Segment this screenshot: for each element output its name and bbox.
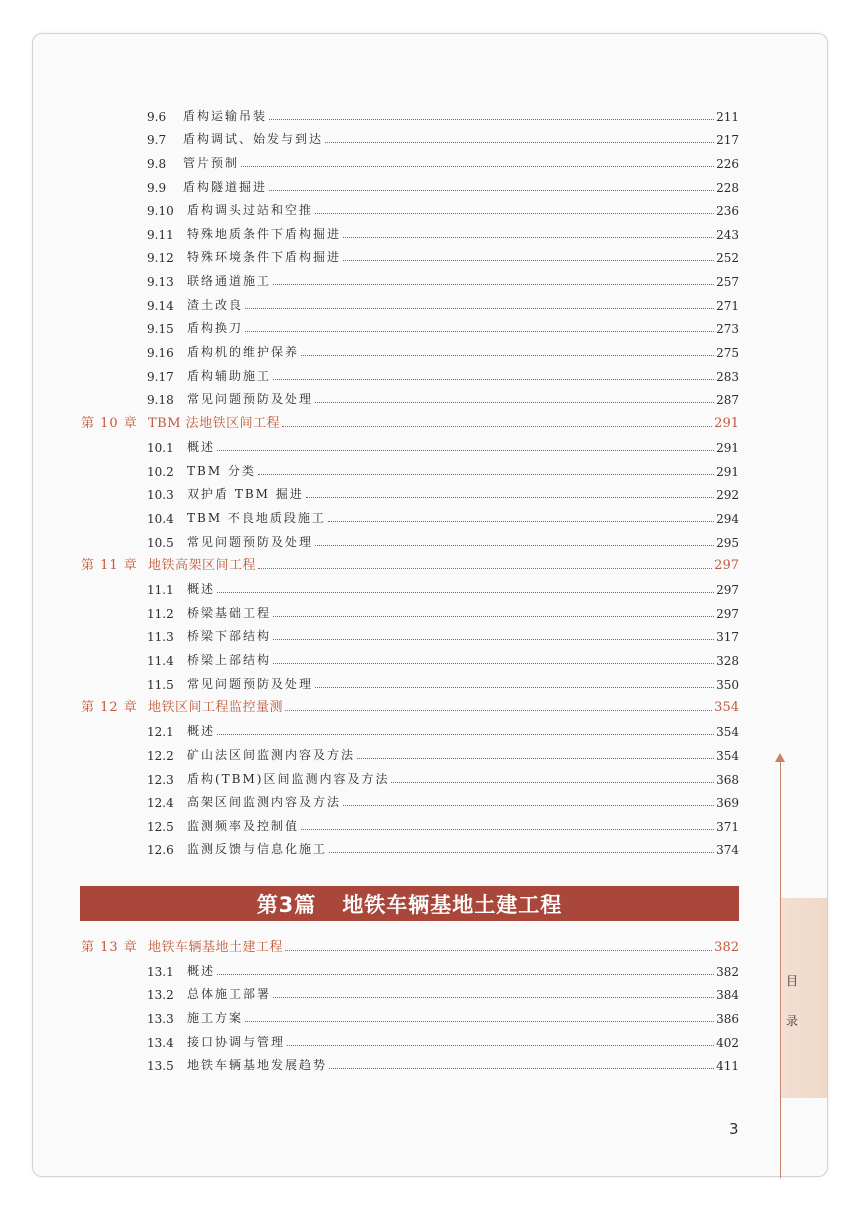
toc-entry-9-15[interactable]	[147, 314, 739, 336]
dot-leader	[329, 1067, 714, 1069]
section-title: 监测频率及控制值	[187, 819, 300, 833]
section-number: 13.5	[147, 1059, 174, 1073]
section-number: 12.2	[147, 749, 174, 763]
part-number: 第3篇	[256, 892, 317, 917]
page-number: 384	[716, 988, 739, 1002]
section-title: 常见问题预防及处理	[187, 535, 314, 549]
side-tab-char-2: 录	[785, 1014, 798, 1028]
toc-entry-9-12[interactable]	[147, 243, 739, 265]
page-number: 236	[716, 204, 739, 218]
chapter-number: 第 11 章	[81, 558, 138, 573]
section-title: 地铁车辆基地发展趋势	[187, 1058, 328, 1072]
contents-side-tab	[781, 898, 827, 1098]
dot-leader	[245, 330, 714, 332]
section-title: 联络通道施工	[187, 274, 272, 288]
section-number: 13.4	[147, 1036, 174, 1050]
section-title: 盾构机的维护保养	[187, 345, 300, 359]
toc-entry-10-1[interactable]	[147, 433, 739, 455]
section-title: 接口协调与管理	[187, 1035, 286, 1049]
toc-entry-13-3[interactable]	[147, 1004, 739, 1026]
section-number: 9.9	[147, 181, 167, 195]
toc-entry-9-7[interactable]	[147, 125, 739, 147]
dot-leader	[329, 851, 714, 853]
section-number: 9.17	[147, 370, 174, 384]
section-number: 10.4	[147, 512, 174, 526]
toc-entry-11-4[interactable]	[147, 646, 739, 668]
table-of-contents	[33, 34, 827, 1176]
section-number: 12.3	[147, 773, 174, 787]
section-title: 概述	[187, 582, 216, 596]
dot-leader	[285, 709, 712, 711]
dot-leader	[325, 141, 714, 143]
toc-entry-9-11[interactable]	[147, 220, 739, 242]
section-number: 9.11	[147, 228, 174, 242]
dot-leader	[315, 212, 714, 214]
toc-entry-9-13[interactable]	[147, 267, 739, 289]
dot-leader	[282, 425, 712, 427]
section-number: 11.5	[147, 678, 174, 692]
toc-entry-10-3[interactable]	[147, 480, 739, 502]
section-title: 管片预制	[183, 156, 240, 170]
page-number: 350	[716, 678, 739, 692]
dot-leader	[301, 354, 714, 356]
section-title: 桥梁下部结构	[187, 629, 272, 643]
dot-leader	[328, 520, 714, 522]
page-number: 243	[716, 228, 739, 242]
section-number: 9.13	[147, 275, 174, 289]
chapter-title: 地铁高架区间工程	[148, 558, 257, 573]
section-title: 施工方案	[187, 1011, 244, 1025]
dot-leader	[269, 189, 714, 191]
section-number: 13.2	[147, 988, 174, 1002]
page-number: 228	[716, 181, 739, 195]
dot-leader	[258, 473, 714, 475]
chapter-number: 第 12 章	[81, 700, 138, 715]
section-number: 12.5	[147, 820, 174, 834]
dot-leader	[245, 1020, 714, 1022]
section-title: 概述	[187, 440, 216, 454]
toc-entry-10-4[interactable]	[147, 504, 739, 526]
toc-entry-9-17[interactable]	[147, 362, 739, 384]
page-number: 374	[716, 843, 739, 857]
section-title: TBM 不良地质段施工	[187, 511, 326, 525]
toc-entry-12-3[interactable]	[147, 765, 739, 787]
page-number: 252	[716, 251, 739, 265]
section-number: 11.3	[147, 630, 174, 644]
toc-entry-9-10[interactable]	[147, 196, 739, 218]
dot-leader	[258, 567, 712, 569]
section-number: 11.1	[147, 583, 174, 597]
toc-entry-12-4[interactable]	[147, 788, 739, 810]
toc-entry-10-2[interactable]	[147, 457, 739, 479]
page-number: 386	[716, 1012, 739, 1026]
page-number: 211	[716, 110, 739, 124]
page-number: 297	[716, 583, 739, 597]
dot-leader	[273, 638, 714, 640]
page-number: 275	[716, 346, 739, 360]
section-title: 双护盾 TBM 掘进	[187, 487, 304, 501]
page-number: 297	[716, 607, 739, 621]
page-number: 283	[716, 370, 739, 384]
toc-entry-13-1[interactable]	[147, 957, 739, 979]
toc-chapter-11[interactable]	[81, 551, 739, 573]
section-title: 总体施工部署	[187, 987, 272, 1001]
section-number: 12.1	[147, 725, 174, 739]
section-title: 高架区间监测内容及方法	[187, 795, 342, 809]
dot-leader	[343, 259, 714, 261]
chapter-title: TBM 法地铁区间工程	[148, 416, 281, 431]
toc-entry-11-3[interactable]	[147, 622, 739, 644]
page-number: 292	[716, 488, 739, 502]
toc-entry-11-1[interactable]	[147, 575, 739, 597]
chapter-number: 第 10 章	[81, 416, 138, 431]
toc-entry-9-9[interactable]	[147, 173, 739, 195]
page-number: 271	[716, 299, 739, 313]
toc-entry-11-5[interactable]	[147, 670, 739, 692]
page-number: 382	[716, 965, 739, 979]
dot-leader	[315, 401, 714, 403]
toc-entry-13-5[interactable]	[147, 1051, 739, 1073]
dot-leader	[391, 781, 714, 783]
section-number: 12.4	[147, 796, 174, 810]
section-title: 常见问题预防及处理	[187, 677, 314, 691]
toc-entry-10-5[interactable]	[147, 528, 739, 550]
dot-leader	[269, 118, 714, 120]
page-number: 368	[716, 773, 739, 787]
book-page	[32, 33, 828, 1177]
page-number: 402	[716, 1036, 739, 1050]
section-title: 特殊地质条件下盾构掘进	[187, 227, 342, 241]
section-number: 9.8	[147, 157, 167, 171]
page-number: 369	[716, 796, 739, 810]
page-number: 291	[714, 416, 739, 431]
page-number: 354	[716, 725, 739, 739]
dot-leader	[217, 733, 714, 735]
part-3-banner	[80, 886, 739, 921]
dot-leader	[273, 378, 714, 380]
section-number: 9.15	[147, 322, 174, 336]
section-title: 盾构调头过站和空推	[187, 203, 314, 217]
section-title: 盾构辅助施工	[187, 369, 272, 383]
page-number: 295	[716, 536, 739, 550]
section-number: 9.7	[147, 133, 167, 147]
toc-entry-12-1[interactable]	[147, 717, 739, 739]
page-number: 287	[716, 393, 739, 407]
dot-leader	[217, 449, 714, 451]
page-number: 257	[716, 275, 739, 289]
page-number: 217	[716, 133, 739, 147]
section-title: 盾构运输吊装	[183, 109, 268, 123]
dot-leader	[273, 283, 714, 285]
page-number: 291	[716, 465, 739, 479]
arrow-up-icon	[775, 753, 785, 762]
dot-leader	[287, 1044, 714, 1046]
chapter-number: 第 13 章	[81, 940, 138, 955]
section-title: 桥梁上部结构	[187, 653, 272, 667]
section-number: 9.16	[147, 346, 174, 360]
part-title: 地铁车辆基地土建工程	[342, 892, 563, 917]
toc-entry-9-16[interactable]	[147, 338, 739, 360]
section-number: 12.6	[147, 843, 174, 857]
dot-leader	[315, 544, 714, 546]
section-number: 13.1	[147, 965, 174, 979]
section-number: 10.5	[147, 536, 174, 550]
page-number: 382	[714, 940, 739, 955]
section-title: 概述	[187, 724, 216, 738]
section-number: 10.2	[147, 465, 174, 479]
dot-leader	[315, 686, 714, 688]
dot-leader	[245, 307, 714, 309]
section-number: 9.10	[147, 204, 174, 218]
section-title: 矿山法区间监测内容及方法	[187, 748, 356, 762]
section-number: 9.6	[147, 110, 167, 124]
toc-entry-13-2[interactable]	[147, 980, 739, 1002]
section-number: 10.3	[147, 488, 174, 502]
dot-leader	[273, 615, 714, 617]
toc-entry-12-6[interactable]	[147, 835, 739, 857]
toc-entry-9-18[interactable]	[147, 385, 739, 407]
dot-leader	[217, 973, 714, 975]
section-number: 13.3	[147, 1012, 174, 1026]
page-number: 328	[716, 654, 739, 668]
page-number: 354	[716, 749, 739, 763]
page-number: 297	[714, 558, 739, 573]
section-title: TBM 分类	[187, 464, 256, 478]
dot-leader	[343, 236, 714, 238]
page-number: 273	[716, 322, 739, 336]
section-number: 9.12	[147, 251, 174, 265]
toc-entry-9-6[interactable]	[147, 102, 739, 124]
page-number: 317	[716, 630, 739, 644]
toc-entry-11-2[interactable]	[147, 599, 739, 621]
section-title: 桥梁基础工程	[187, 606, 272, 620]
toc-entry-12-5[interactable]	[147, 812, 739, 834]
dot-leader	[285, 949, 712, 951]
dot-leader	[217, 591, 714, 593]
toc-entry-9-8[interactable]	[147, 149, 739, 171]
side-tab-char-1: 目	[785, 974, 798, 988]
section-title: 盾构(TBM)区间监测内容及方法	[187, 772, 390, 786]
page-folio: 3	[729, 1120, 739, 1138]
section-number: 11.2	[147, 607, 174, 621]
toc-chapter-12[interactable]	[81, 693, 739, 715]
dot-leader	[241, 165, 714, 167]
toc-entry-13-4[interactable]	[147, 1028, 739, 1050]
page-number: 371	[716, 820, 739, 834]
section-title: 常见问题预防及处理	[187, 392, 314, 406]
section-title: 特殊环境条件下盾构掘进	[187, 250, 342, 264]
page-number: 354	[714, 700, 739, 715]
toc-chapter-13[interactable]	[81, 933, 739, 955]
section-number: 10.1	[147, 441, 174, 455]
dot-leader	[273, 662, 714, 664]
dot-leader	[357, 757, 714, 759]
dot-leader	[301, 828, 714, 830]
dot-leader	[273, 996, 714, 998]
section-title: 监测反馈与信息化施工	[187, 842, 328, 856]
section-number: 9.14	[147, 299, 174, 313]
toc-chapter-10[interactable]	[81, 409, 739, 431]
section-title: 渣土改良	[187, 298, 244, 312]
dot-leader	[306, 496, 714, 498]
page-number: 291	[716, 441, 739, 455]
page-number: 294	[716, 512, 739, 526]
chapter-title: 地铁车辆基地土建工程	[148, 940, 284, 955]
page-number: 226	[716, 157, 739, 171]
section-number: 11.4	[147, 654, 174, 668]
chapter-title: 地铁区间工程监控量测	[148, 700, 284, 715]
section-number: 9.18	[147, 393, 174, 407]
section-title: 盾构隧道掘进	[183, 180, 268, 194]
section-title: 盾构换刀	[187, 321, 244, 335]
page-number: 411	[716, 1059, 739, 1073]
dot-leader	[343, 804, 714, 806]
section-title: 盾构调试、始发与到达	[183, 132, 324, 146]
toc-entry-9-14[interactable]	[147, 291, 739, 313]
section-title: 概述	[187, 964, 216, 978]
toc-entry-12-2[interactable]	[147, 741, 739, 763]
